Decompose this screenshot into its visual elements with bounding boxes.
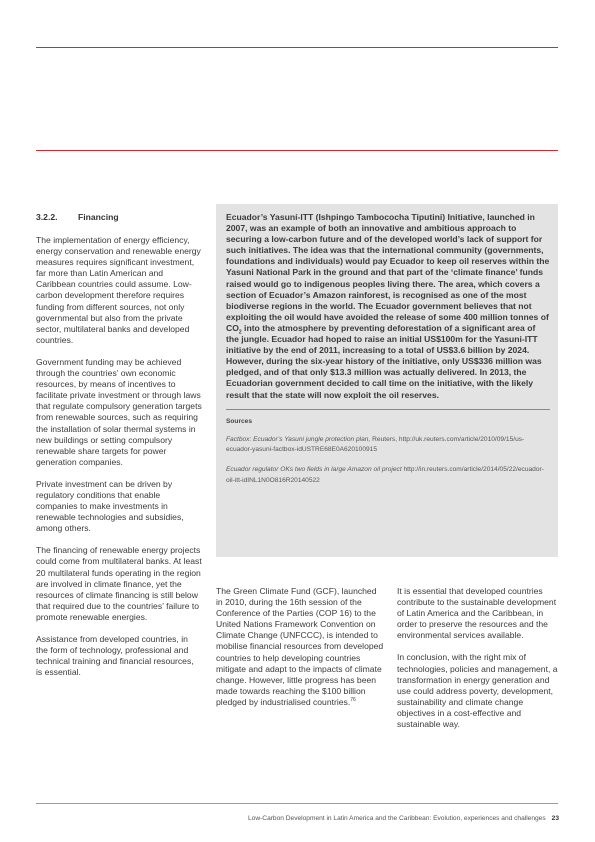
middle-column xyxy=(216,586,384,719)
source-detail: Reuters, http://uk.reuters.com/article/2010/09/15/us-ecuador-yasuni-factbox-idUSTRE68E0A620100915 xyxy=(226,435,525,453)
source-item xyxy=(226,435,550,456)
paragraph: The financing of renewable energy projects could come from multilateral banks. At least 20 multilateral funds operating in the region are involved in climate finance, yet the resources of climate financing is still below that required due to the countries’ failure to promote renewable energies. xyxy=(36,545,202,622)
section-number: 3.2.2. xyxy=(36,212,58,222)
source-title: Ecuador regulator OKs two fields in large Amazon oil project xyxy=(226,466,402,474)
source-title: Factbox: Ecuador’s Yasuni jungle protection plan, xyxy=(226,435,371,443)
page-number: 23 xyxy=(551,815,559,822)
paragraph: It is essential that developed countries contribute to the sustainable development of Latin America and the Caribbean, in order to preserve the resources and the environmental services available. xyxy=(397,586,557,641)
case-study-text: Ecuador’s Yasuní-ITT (Ishpingo Tambococha Tiputini) Initiative, launched in 2007, was an example of both an innovative and ambitious approach to securing a low-carbon future and of the developed world’s lack of support for such initiatives. The idea was that the international community (governments, foundations and individuals) would pay Ecuador to keep oil reserves within the Yasuni National Park in the ground and that part of the ‘climate finance’ funds raised would go to indigenous peoples living there. The area, which covers a section of Ecuador’s Amazon rainforest, is recognised as one of the most biodiverse regions in the world. The Ecuador government believes that not exploiting the oil would have avoided the release of some 400 million tonnes of $CO_2$ into the atmosphere by preventing deforestation of a significant area of the jungle. Ecuador had hoped to raise an initial US$100m for the Yasuni-ITT initiative by the end of 2011, increasing to a total of US$3.6 billion by 2024. However, during the six-year history of the initiative, only US$336 million was pledged, and of that only $13.3 million was actually delivered. In 2013, the Ecuadorian government decided to call time on the initiative, with the likely result that the state will now exploit the oil reserves. xyxy=(226,212,550,400)
source-detail: http://in.reuters.com/article/2014/05/22/ecuador-oil-itt-idINL1N0O816R20140522 xyxy=(226,466,544,484)
right-column xyxy=(397,586,562,741)
sources-label: Sources xyxy=(226,417,253,425)
paragraph: Government funding may be achieved through the countries’ own economic resources, by means of incentives to facilitate private investment or through laws that regulate compulsory generation targets from renewable sources, such as requiring the installation of solar thermal systems in new buildings or setting compulsory renewable share targets for power generation companies. xyxy=(36,356,202,467)
footer-rule xyxy=(36,803,558,804)
section-heading xyxy=(36,212,202,223)
paragraph: Private investment can be driven by regulatory conditions that enable companies to make investments in renewable technologies and subsidies, among others. xyxy=(36,478,184,534)
paragraph: In conclusion, with the right mix of technologies, policies and management, a transformation in energy generation and use could address poverty, development, sustainability and climate change objectives in a cost-effective and sustainable way. xyxy=(397,652,558,730)
source-item xyxy=(226,465,550,486)
page-footer xyxy=(248,815,559,822)
section-title: Financing xyxy=(78,212,119,222)
paragraph: The implementation of energy efficiency, energy conservation and renewable energy measures requires significant investment, far more than Latin American and Caribbean countries could assume. Low-carbon development therefore requires funding from different sources, not only governmental but also from the private sector, multilateral banks and developed countries. xyxy=(36,235,201,345)
footer-title: Low-Carbon Development in Latin America and the Caribbean: Evolution, experiences and challenges xyxy=(248,815,546,822)
paragraph: The Green Climate Fund (GCF), launched in 2010, during the 16th session of the Conference of the Parties (COP 16) to the United Nations Framework Convention on Climate Change (UNFCCC), is intended to mobilise financial resources from developed countries to help developing countries mitigate and adapt to the impacts of climate change. However, little progress has been made towards reaching the $100 billion pledged by industrialised countries.$^{76}$ xyxy=(216,586,384,707)
header-rule-bottom xyxy=(36,150,558,151)
header-rule-top xyxy=(36,47,558,48)
left-column xyxy=(36,212,202,689)
box-divider xyxy=(226,409,550,410)
paragraph: Assistance from developed countries, in the form of technology, professional and technical training and financial resources, is essential. xyxy=(36,634,194,678)
footnote-ref: 76 xyxy=(350,697,356,704)
case-study-box xyxy=(216,204,558,557)
co2-subscript: 2 xyxy=(238,329,242,336)
